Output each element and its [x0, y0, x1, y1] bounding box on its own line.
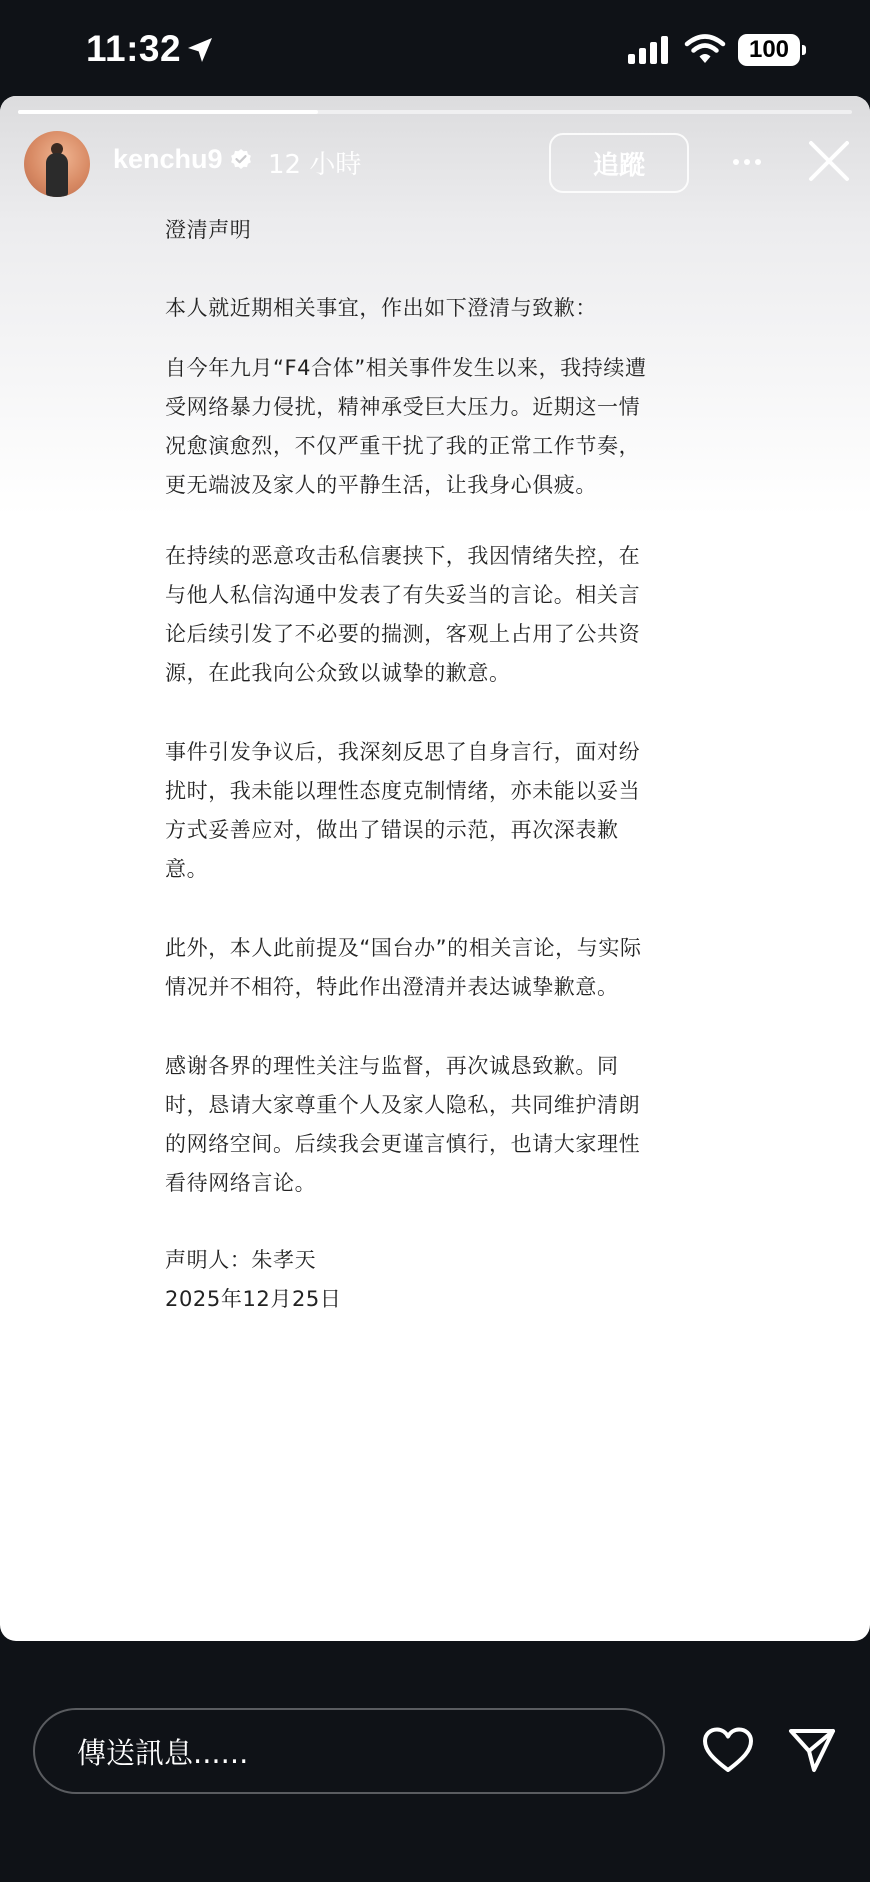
- document-line: 事件引发争议后，我深刻反思了自身言行，面对纷: [165, 740, 641, 764]
- document-line: 在持续的恶意攻击私信裹挟下，我因情绪失控，在: [165, 544, 641, 568]
- battery-cap: [802, 45, 806, 55]
- document-line: 的网络空间。后续我会更谨言慎行，也请大家理性: [165, 1132, 641, 1156]
- document-line: 况愈演愈烈，不仅严重干扰了我的正常工作节奏，: [165, 434, 641, 458]
- more-dot: [733, 159, 739, 165]
- battery-icon: [738, 34, 808, 66]
- document-line: 自今年九月“F4合体”相关事件发生以来，我持续遭: [165, 356, 647, 380]
- document-line: 本人就近期相关事宜，作出如下澄清与致歉：: [165, 296, 597, 320]
- document-line: 源，在此我向公众致以诚挚的歉意。: [165, 661, 511, 685]
- document-line: 与他人私信沟通中发表了有失妥当的言论。相关言: [165, 583, 641, 607]
- document-line: 更无端波及家人的平静生活，让我身心俱疲。: [165, 473, 597, 497]
- story-progress-track: [18, 110, 852, 114]
- status-bar: [0, 0, 870, 96]
- document-line: 声明人：朱孝天: [165, 1248, 317, 1272]
- avatar-figure: [46, 153, 68, 197]
- location-arrow-icon: [184, 34, 216, 66]
- post-time: 12 小時: [268, 150, 362, 180]
- document-line: 看待网络言论。: [165, 1171, 317, 1195]
- document-line: 意。: [165, 857, 209, 881]
- document-line: 时，恳请大家尊重个人及家人隐私，共同维护清朗: [165, 1093, 641, 1117]
- status-time: 11:32: [86, 28, 182, 69]
- more-dot: [744, 159, 750, 165]
- more-dot: [755, 159, 761, 165]
- more-icon[interactable]: [726, 142, 768, 182]
- document-title: 澄清声明: [165, 218, 252, 242]
- document-line: 2025年12月25日: [165, 1287, 342, 1311]
- verified-badge-icon: [230, 148, 252, 170]
- follow-button[interactable]: 追蹤: [549, 133, 689, 193]
- battery-level: 100: [738, 34, 800, 66]
- document-line: 论后续引发了不必要的揣测，客观上占用了公共资: [165, 622, 641, 646]
- avatar[interactable]: [24, 131, 90, 197]
- wifi-icon: [684, 33, 726, 65]
- document-line: 感谢各界的理性关注与监督，再次诚恳致歉。同: [165, 1054, 619, 1078]
- close-icon[interactable]: [806, 138, 852, 184]
- message-input[interactable]: [33, 1708, 665, 1794]
- story-progress-fill: [18, 110, 318, 114]
- send-icon[interactable]: [787, 1726, 837, 1774]
- story-card[interactable]: [0, 96, 870, 1641]
- document-line: 此外，本人此前提及“国台办”的相关言论，与实际: [165, 936, 642, 960]
- cellular-signal-icon: [626, 34, 672, 66]
- statement-document: [165, 196, 705, 1641]
- username[interactable]: kenchu9: [113, 144, 223, 174]
- document-line: 情况并不相符，特此作出澄清并表达诚挚歉意。: [165, 975, 619, 999]
- document-line: 方式妥善应对，做出了错误的示范，再次深表歉: [165, 818, 619, 842]
- document-line: 受网络暴力侵扰，精神承受巨大压力。近期这一情: [165, 395, 641, 419]
- heart-icon[interactable]: [702, 1726, 754, 1774]
- message-placeholder: 傳送訊息......: [77, 1735, 249, 1770]
- document-line: 扰时，我未能以理性态度克制情绪，亦未能以妥当: [165, 779, 641, 803]
